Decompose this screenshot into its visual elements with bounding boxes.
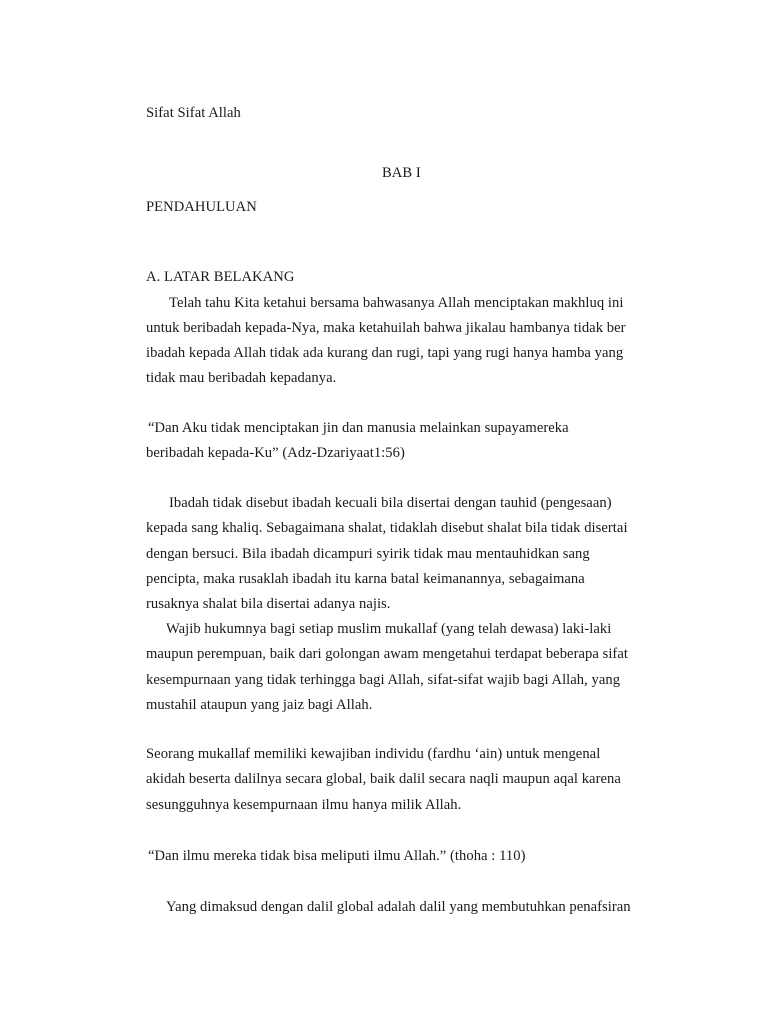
paragraph-line: dengan bersuci. Bila ibadah dicampuri syirik tidak mau mentauhidkan sang (146, 546, 590, 562)
paragraph-line: Telah tahu Kita ketahui bersama bahwasanya Allah menciptakan makhluq ini (169, 295, 624, 311)
paragraph-line: maupun perempuan, baik dari golongan awam mengetahui terdapat beberapa sifat (146, 646, 628, 662)
paragraph-line: untuk beribadah kepada-Nya, maka ketahuilah bahwa jikalau hambanya tidak ber (146, 320, 626, 336)
paragraph-line: ibadah kepada Allah tidak ada kurang dan rugi, tapi yang rugi hanya hamba yang (146, 345, 624, 361)
paragraph-line: mustahil ataupun yang jaiz bagi Allah. (146, 697, 373, 713)
paragraph-line: kepada sang khaliq. Sebagaimana shalat, tidaklah disebut shalat bila tidak disertai (146, 520, 628, 536)
paragraph-line: Ibadah tidak disebut ibadah kecuali bila disertai dengan tauhid (pengesaan) (169, 495, 612, 511)
paragraph-line: rusaknya shalat bila disertai adanya najis. (146, 596, 391, 612)
paragraph-5: Yang dimaksud dengan dalil global adalah dalil yang membutuhkan penafsiran (166, 899, 631, 915)
quote-line: “Dan Aku tidak menciptakan jin dan manusia melainkan supayamereka (148, 420, 569, 436)
paragraph-line: tidak mau beribadah kepadanya. (146, 370, 337, 386)
document-title: Sifat Sifat Allah (146, 105, 241, 121)
paragraph-line: akidah beserta dalilnya secara global, baik dalil secara naqli maupun aqal karena (146, 771, 621, 787)
paragraph-line: kesempurnaan yang tidak terhingga bagi Allah, sifat-sifat wajib bagi Allah, yang (146, 672, 621, 688)
chapter-title: PENDAHULUAN (146, 199, 257, 215)
paragraph-line: pencipta, maka rusaklah ibadah itu karna batal keimanannya, sebagaimana (146, 571, 585, 587)
quote-line: beribadah kepada-Ku” (Adz-Dzariyaat1:56) (146, 445, 405, 461)
paragraph-line: sesungguhnya kesempurnaan ilmu hanya milik Allah. (146, 797, 462, 813)
paragraph-line: Wajib hukumnya bagi setiap muslim mukallaf (yang telah dewasa) laki-laki (166, 621, 612, 637)
paragraph-line: Seorang mukallaf memiliki kewajiban individu (fardhu ‘ain) untuk mengenal (146, 746, 601, 762)
section-heading: A. LATAR BELAKANG (146, 269, 295, 285)
chapter-number: BAB I (382, 165, 421, 181)
quote-2: “Dan ilmu mereka tidak bisa meliputi ilmu Allah.” (thoha : 110) (148, 848, 526, 864)
